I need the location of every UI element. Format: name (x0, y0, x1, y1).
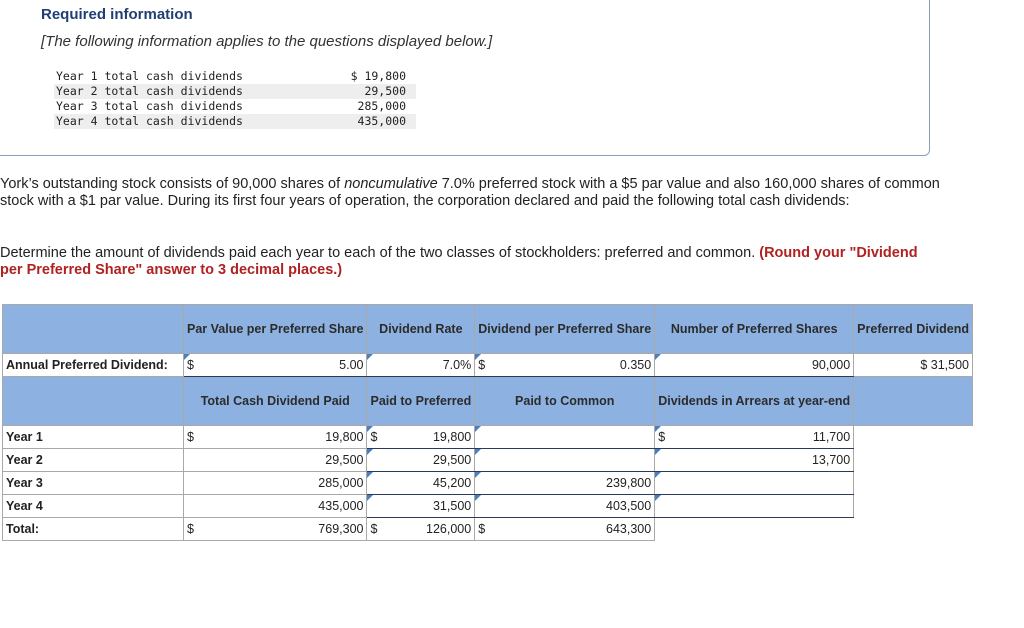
header-par-value: Par Value per Preferred Share (184, 305, 367, 354)
currency-symbol: $ (478, 522, 486, 536)
instruction-text: Determine the amount of dividends paid each year to each of the two classes of stockholders: preferred and common. (0, 245, 760, 261)
paid-preferred-input[interactable] (367, 449, 475, 472)
currency-symbol: $ (187, 430, 194, 444)
empty-cell (655, 518, 854, 541)
year-label: Year 4 (3, 495, 184, 518)
total-label: Total: (3, 518, 184, 541)
empty-cell (854, 472, 973, 495)
header-blank (3, 377, 184, 426)
header-blank (854, 377, 973, 426)
annual-preferred-row (3, 354, 973, 377)
paid-common-input[interactable] (475, 449, 655, 472)
problem-text: York’s outstanding stock consists of 90,000 shares of (0, 176, 345, 192)
header-arrears: Dividends in Arrears at year-end (655, 377, 854, 426)
dividend-per-share: 0.350 (619, 358, 652, 372)
paid-preferred-sum (367, 518, 475, 541)
required-information-box (0, 0, 930, 156)
arrears: 11,700 (812, 430, 851, 444)
header-total-cash: Total Cash Dividend Paid (184, 377, 367, 426)
paid-preferred-input[interactable] (367, 472, 475, 495)
cash-row-value: 285,000 (357, 99, 406, 113)
paid-common: 239,800 (606, 476, 652, 490)
table-row (3, 495, 973, 518)
annual-label: Annual Preferred Dividend: (3, 354, 184, 377)
cash-row-label: Year 2 total cash dividends (54, 84, 334, 99)
paid-common-sum (475, 518, 655, 541)
paid-preferred: 126,000 (426, 522, 472, 536)
table-row (3, 449, 973, 472)
header-row-yearly (3, 377, 973, 426)
total-cash-value (184, 426, 367, 449)
dividend-table (2, 304, 973, 541)
empty-cell (854, 495, 973, 518)
cash-row-value: $ 19,800 (350, 69, 406, 83)
problem-description (0, 176, 940, 210)
preferred-dividend-value: $ 31,500 (854, 354, 973, 377)
year-label: Year 1 (3, 426, 184, 449)
table-row (3, 472, 973, 495)
paid-preferred: 29,500 (432, 453, 472, 467)
par-value-input[interactable] (184, 354, 367, 377)
cash-row (54, 99, 416, 114)
arrears: 13,700 (811, 453, 851, 467)
cash-dividends-table (54, 69, 416, 129)
cash-row-label: Year 4 total cash dividends (54, 114, 334, 129)
empty-cell (854, 426, 973, 449)
header-blank (3, 305, 184, 354)
problem-instruction (0, 245, 940, 279)
paid-common-input[interactable] (475, 472, 655, 495)
arrears-input[interactable] (655, 449, 854, 472)
currency-symbol: $ (187, 522, 194, 536)
header-row-preferred (3, 305, 973, 354)
total-cash-value (184, 472, 367, 495)
total-cash-value (184, 449, 367, 472)
empty-cell (854, 518, 973, 541)
arrears-input[interactable] (655, 426, 854, 449)
problem-emphasis: noncumulative (344, 176, 438, 192)
header-paid-preferred: Paid to Preferred (367, 377, 475, 426)
paid-common: 403,500 (606, 499, 652, 513)
empty-cell (854, 449, 973, 472)
year-label: Year 3 (3, 472, 184, 495)
total-row (3, 518, 973, 541)
year-label: Year 2 (3, 449, 184, 472)
currency-symbol: $ (658, 430, 666, 444)
table-row (3, 426, 973, 449)
problem-text: 7.0% preferred stock with a $5 par value and also 160,000 shares of common stock with a $1 par value. During its first four years of operation, the corporation declared and paid the following total cash dividends: (0, 176, 940, 209)
currency-symbol: $ (370, 430, 378, 444)
cash-row (54, 69, 416, 84)
paid-preferred-input[interactable] (367, 426, 475, 449)
paid-common-input[interactable] (475, 495, 655, 518)
arrears-input[interactable] (655, 495, 854, 518)
header-dividend-per-share: Dividend per Preferred Share (475, 305, 655, 354)
header-paid-common: Paid to Common (475, 377, 655, 426)
par-value: 5.00 (339, 358, 364, 372)
cash-row-label: Year 1 total cash dividends (56, 69, 243, 83)
arrears-input[interactable] (655, 472, 854, 495)
required-information-title: Required information (41, 6, 193, 23)
paid-preferred-input[interactable] (367, 495, 475, 518)
currency-symbol: $ (478, 358, 486, 372)
total-cash: 19,800 (325, 430, 364, 444)
paid-common: 643,300 (606, 522, 652, 536)
paid-preferred: 31,500 (432, 499, 472, 513)
currency-symbol: $ (370, 522, 378, 536)
dividend-per-share-input[interactable] (475, 354, 655, 377)
required-information-subtitle: [The following information applies to the questions displayed below.] (41, 33, 493, 50)
cash-row (54, 114, 416, 129)
header-number-shares: Number of Preferred Shares (655, 305, 854, 354)
total-cash: 435,000 (318, 499, 364, 513)
number-shares-input[interactable]: 90,000 (655, 354, 854, 377)
header-preferred-dividend: Preferred Dividend (854, 305, 973, 354)
total-cash-sum (184, 518, 367, 541)
cash-row (54, 84, 416, 99)
total-cash-value (184, 495, 367, 518)
cash-row-label: Year 3 total cash dividends (56, 99, 243, 113)
total-cash: 285,000 (318, 476, 364, 490)
cash-row-value: 435,000 (334, 114, 416, 129)
rounding-note: (Round your "Dividend per Preferred Share" answer to 3 decimal places.) (0, 245, 918, 278)
header-dividend-rate: Dividend Rate (367, 305, 475, 354)
total-cash: 769,300 (318, 522, 364, 536)
total-cash: 29,500 (325, 453, 364, 467)
paid-preferred: 19,800 (432, 430, 472, 444)
paid-preferred: 45,200 (432, 476, 472, 490)
currency-symbol: $ (187, 358, 194, 372)
cash-row-value: 29,500 (334, 84, 416, 99)
dividend-rate-input[interactable]: 7.0% (367, 354, 475, 377)
paid-common-input[interactable] (475, 426, 655, 449)
